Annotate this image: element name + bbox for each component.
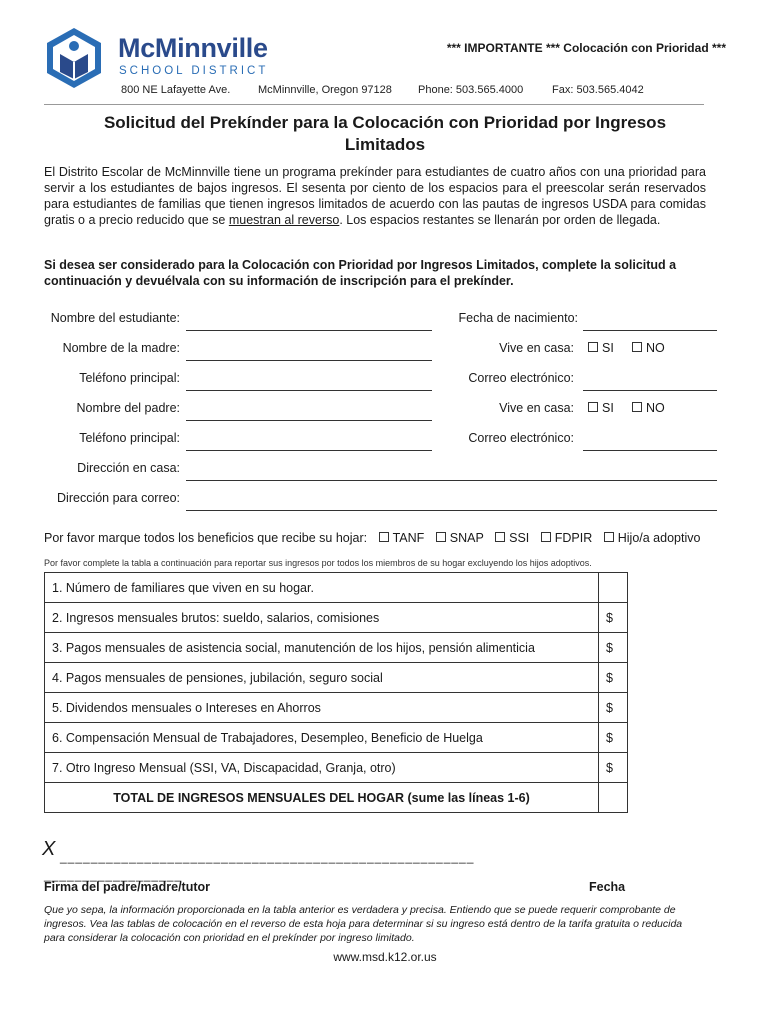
page-title: [60, 112, 710, 156]
checkbox-icon: [632, 402, 642, 412]
signature-label: Firma del padre/madre/tutor: [44, 880, 211, 894]
table-row: [45, 753, 628, 783]
checkbox-icon: [604, 532, 614, 542]
benefits-label: Por favor marque todos los beneficios que recibe su hojar:: [44, 531, 368, 545]
table-row: [45, 663, 628, 693]
intro-paragraph: [44, 164, 706, 228]
father-lives-no-checkbox[interactable]: [632, 401, 665, 415]
total-income-label: TOTAL DE INGRESOS MENSUALES DEL HOGAR (sume las líneas 1-6): [45, 783, 599, 813]
benefit-label: SNAP: [449, 531, 484, 545]
intro-text-2: . Los espacios restantes se llenarán por orden de llegada.: [339, 213, 661, 227]
city: McMinnville, Oregon 97128: [258, 84, 392, 96]
benefit-snap-checkbox[interactable]: [436, 531, 484, 545]
income-amount-cell[interactable]: $: [599, 603, 628, 633]
header-divider: [44, 104, 704, 105]
benefit-fdpir-checkbox[interactable]: [541, 531, 593, 545]
income-amount-cell[interactable]: $: [599, 633, 628, 663]
title-line-1: Solicitud del Prekínder para la Colocación con Prioridad por Ingresos: [103, 113, 667, 132]
father-email-label: Correo electrónico:: [468, 431, 574, 445]
income-amount-cell[interactable]: $: [599, 693, 628, 723]
district-subtitle: SCHOOL DISTRICT: [119, 65, 269, 77]
checkbox-icon: [436, 532, 446, 542]
checkbox-icon: [588, 402, 598, 412]
checkbox-icon: [495, 532, 505, 542]
father-name-label: Nombre del padre:: [76, 401, 180, 415]
table-row: [45, 783, 628, 813]
benefit-tanf-checkbox[interactable]: [379, 531, 425, 545]
income-row-label: 3. Pagos mensuales de asistencia social, manutención de los hijos, pensión alimenticia: [45, 633, 599, 663]
mother-email-label: Correo electrónico:: [468, 371, 574, 385]
intro-link-reverse: muestran al reverso: [228, 213, 340, 227]
home-address-label: Dirección en casa:: [77, 461, 180, 475]
mother-phone-label: Teléfono principal:: [79, 371, 180, 385]
table-row: [45, 693, 628, 723]
instruction-emphasis: Si desea ser considerado para la Colocación con Prioridad por Ingresos Limitados, complete la solicitud a continuación y devuélvala con su información de inscripción para el prekínder.: [44, 258, 677, 288]
district-name: McMinnville: [118, 33, 268, 63]
date-label: Fecha: [589, 880, 626, 894]
income-table: [44, 572, 628, 813]
home-address-field[interactable]: [186, 480, 717, 481]
district-logo-icon: [44, 26, 104, 90]
income-row-input[interactable]: [599, 573, 628, 603]
address: 800 NE Lafayette Ave.: [121, 84, 231, 96]
income-row-label: 7. Otro Ingreso Mensual (SSI, VA, Discapacidad, Granja, otro): [45, 753, 599, 783]
benefit-label: SSI: [509, 531, 530, 545]
income-row-label: 1. Número de familiares que viven en su hogar.: [45, 573, 599, 603]
father-phone-label: Teléfono principal:: [79, 431, 180, 445]
mother-phone-field[interactable]: [186, 390, 432, 391]
phone: Phone: 503.565.4000: [418, 84, 524, 96]
yes-label: SI: [602, 401, 614, 415]
student-name-label: Nombre del estudiante:: [50, 311, 180, 325]
income-row-label: 2. Ingresos mensuales brutos: sueldo, salarios, comisiones: [45, 603, 599, 633]
mother-name-field[interactable]: [186, 360, 432, 361]
signature-line-continued[interactable]: __________________: [44, 868, 183, 882]
income-row-label: 6. Compensación Mensual de Trabajadores, Desempleo, Beneficio de Huelga: [45, 723, 599, 753]
no-label: NO: [646, 401, 665, 415]
mother-lives-no-checkbox[interactable]: [632, 341, 665, 355]
income-amount-cell[interactable]: $: [599, 663, 628, 693]
mail-address-field[interactable]: [186, 510, 717, 511]
checkbox-icon: [632, 342, 642, 352]
father-phone-field[interactable]: [186, 450, 432, 451]
table-row: [45, 573, 628, 603]
table-row: [45, 603, 628, 633]
father-lives-yes-checkbox[interactable]: [588, 401, 614, 415]
mother-lives-yes-checkbox[interactable]: [588, 341, 614, 355]
fax: Fax: 503.565.4042: [552, 84, 644, 96]
mother-email-field[interactable]: [583, 390, 717, 391]
signature-line[interactable]: ______________________________________________________: [60, 850, 475, 864]
table-row: [45, 633, 628, 663]
benefit-ssi-checkbox[interactable]: [495, 531, 529, 545]
intro-text-1: El Distrito Escolar de McMinnville tiene un programa prekínder para estudiantes de cuatro años con una prioridad para servir a los estudiantes de bajos ingresos. El sesenta por ciento de los espacios para el preescolar serán reservados para estudiantes de familias que tienen ingresos limitados de acuerdo con las pautas de ingresos USDA para comidas gratis o a precio reducido que se: [44, 165, 706, 227]
income-row-label: 5. Dividendos mensuales o Intereses en Ahorros: [45, 693, 599, 723]
checkbox-icon: [588, 342, 598, 352]
birth-date-label: Fecha de nacimiento:: [458, 311, 578, 325]
no-label: NO: [646, 341, 665, 355]
benefit-label: TANF: [392, 531, 425, 545]
mother-lives-home-label: Vive en casa:: [499, 341, 574, 355]
yes-label: SI: [602, 341, 614, 355]
benefit-label: FDPIR: [554, 531, 593, 545]
father-email-field[interactable]: [583, 450, 717, 451]
income-amount-cell[interactable]: $: [599, 723, 628, 753]
signature-x-mark: X: [42, 838, 56, 860]
mother-name-label: Nombre de la madre:: [62, 341, 180, 355]
table-row: [45, 723, 628, 753]
benefit-label: Hijo/a adoptivo: [617, 531, 701, 545]
checkbox-icon: [379, 532, 389, 542]
benefit-adoptive-checkbox[interactable]: [604, 531, 701, 545]
table-instruction: Por favor complete la tabla a continuación para reportar sus ingresos por todos los miembros de su hogar excluyendo los hijos adoptivos.: [44, 558, 592, 568]
benefits-row: [44, 531, 700, 545]
mail-address-label: Dirección para correo:: [57, 491, 180, 505]
income-row-label: 4. Pagos mensuales de pensiones, jubilación, seguro social: [45, 663, 599, 693]
birth-date-field[interactable]: [583, 330, 717, 331]
student-name-field[interactable]: [186, 330, 432, 331]
title-line-2: Limitados: [344, 135, 426, 154]
father-name-field[interactable]: [186, 420, 432, 421]
father-lives-home-label: Vive en casa:: [499, 401, 574, 415]
footer-website: www.msd.k12.or.us: [333, 950, 437, 964]
total-income-cell[interactable]: [599, 783, 628, 813]
disclaimer-text: Que yo sepa, la información proporcionada en la tabla anterior es verdadera y precisa. Entiendo que se puede requerir comprobante de ingresos. Vea las tablas de colocación en el reverso de esta hoja para determinar si su ingreso está dentro de la tarifa gratuita o reducida para considerar la colocación con prioridad en el prekínder por ingreso limitado.: [44, 904, 683, 944]
income-amount-cell[interactable]: $: [599, 753, 628, 783]
important-notice: *** IMPORTANTE *** Colocación con Prioridad ***: [446, 41, 726, 55]
checkbox-icon: [541, 532, 551, 542]
